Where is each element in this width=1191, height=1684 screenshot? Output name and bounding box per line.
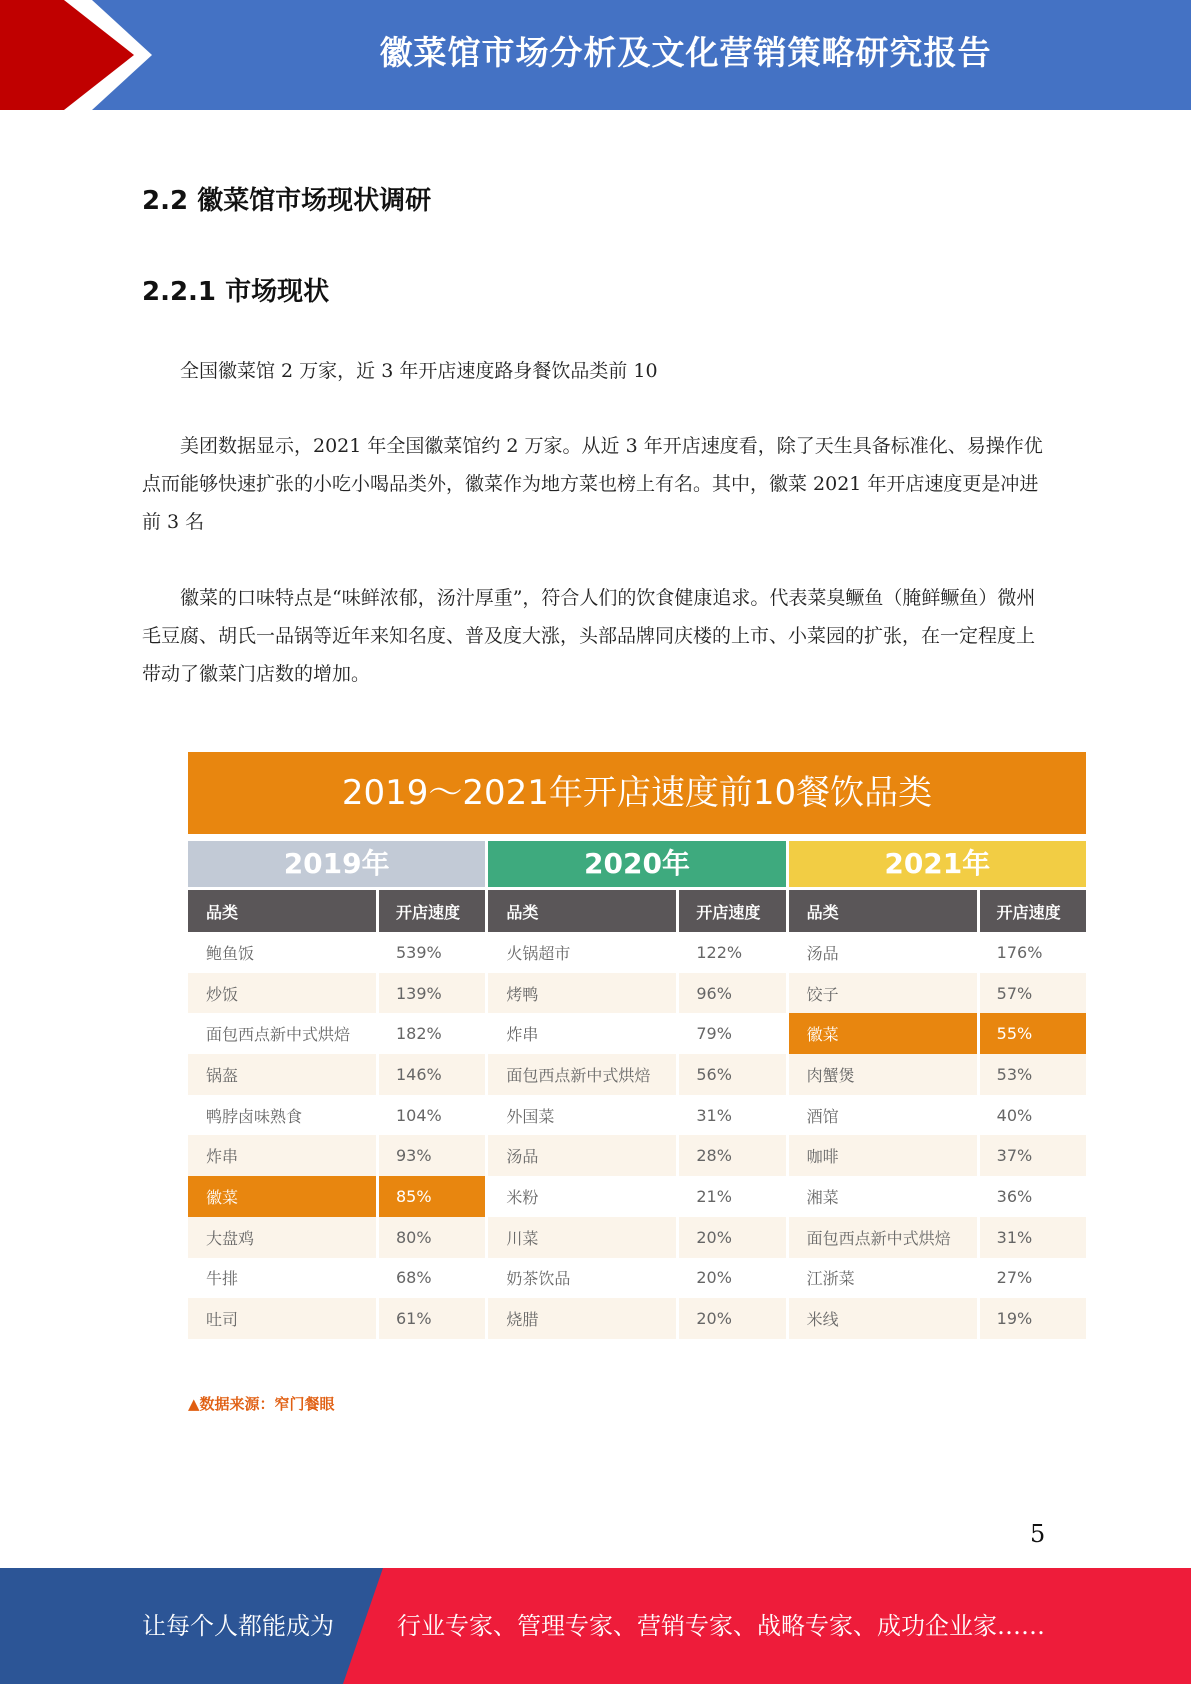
speed-cell: 56% xyxy=(679,1054,785,1095)
category-cell: 吐司 xyxy=(188,1298,376,1339)
table-row xyxy=(488,1095,785,1136)
section-heading: 2.2 徽菜馆市场现状调研 xyxy=(142,186,432,216)
speed-cell: 93% xyxy=(379,1135,485,1176)
table-row xyxy=(488,1217,785,1258)
column-header-speed: 开店速度 xyxy=(980,890,1086,932)
header-title: 徽菜馆市场分析及文化营销策略研究报告 xyxy=(379,33,992,72)
table-row-highlighted xyxy=(188,1176,485,1217)
year-2019-header: 2019年 xyxy=(188,841,485,887)
subsection-heading: 2.2.1 市场现状 xyxy=(142,277,330,307)
page-footer xyxy=(0,1568,1191,1684)
table-row xyxy=(789,973,1086,1014)
category-cell: 炸串 xyxy=(488,1013,676,1054)
speed-cell: 36% xyxy=(980,1176,1086,1217)
category-cell: 牛排 xyxy=(188,1258,376,1299)
category-cell: 徽菜 xyxy=(789,1013,977,1054)
category-cell: 酒馆 xyxy=(789,1095,977,1136)
table-row xyxy=(188,1258,485,1299)
table-row xyxy=(488,1135,785,1176)
speed-cell: 139% xyxy=(379,973,485,1014)
speed-cell: 61% xyxy=(379,1298,485,1339)
speed-cell: 19% xyxy=(980,1298,1086,1339)
table-row xyxy=(188,1013,485,1054)
speed-cell: 122% xyxy=(679,932,785,973)
table-row xyxy=(188,932,485,973)
ranking-table xyxy=(188,890,1086,1339)
column-header-category: 品类 xyxy=(488,890,676,932)
category-cell: 鲍鱼饭 xyxy=(188,932,376,973)
category-cell: 肉蟹煲 xyxy=(789,1054,977,1095)
column-header-category: 品类 xyxy=(188,890,376,932)
table-row xyxy=(488,973,785,1014)
category-cell: 饺子 xyxy=(789,973,977,1014)
table-row xyxy=(188,1135,485,1176)
category-cell: 面包西点新中式烘焙 xyxy=(789,1217,977,1258)
table-row xyxy=(188,1095,485,1136)
column-header-category: 品类 xyxy=(789,890,977,932)
category-cell: 烧腊 xyxy=(488,1298,676,1339)
table-row xyxy=(188,1217,485,1258)
table-row xyxy=(188,973,485,1014)
table-row xyxy=(789,1217,1086,1258)
category-cell: 米粉 xyxy=(488,1176,676,1217)
column-header-speed: 开店速度 xyxy=(679,890,785,932)
speed-cell: 96% xyxy=(679,973,785,1014)
data-source-note: ▲数据来源：窄门餐眼 xyxy=(188,1395,335,1413)
category-cell: 面包西点新中式烘焙 xyxy=(188,1013,376,1054)
category-cell: 烤鸭 xyxy=(488,973,676,1014)
category-cell: 大盘鸡 xyxy=(188,1217,376,1258)
table-row xyxy=(188,1298,485,1339)
paragraph-meituan-data: 美团数据显示，2021 年全国徽菜馆约 2 万家。从近 3 年开店速度看，除了天生具备标准化、易操作优点而能够快速扩张的小吃小喝品类外，徽菜作为地方菜也榜上有名。其中，徽菜 2021 年开店速度更是冲进前 3 名 xyxy=(142,435,1043,533)
speed-cell: 182% xyxy=(379,1013,485,1054)
table-row xyxy=(188,1054,485,1095)
speed-cell: 539% xyxy=(379,932,485,973)
speed-cell: 37% xyxy=(980,1135,1086,1176)
table-row xyxy=(488,1258,785,1299)
year-2021-header: 2021年 xyxy=(789,841,1086,887)
speed-cell: 176% xyxy=(980,932,1086,973)
category-cell: 鸭脖卤味熟食 xyxy=(188,1095,376,1136)
speed-cell: 31% xyxy=(679,1095,785,1136)
table-row xyxy=(789,1176,1086,1217)
table-header-row xyxy=(488,890,785,932)
table-header-row xyxy=(188,890,485,932)
speed-cell: 20% xyxy=(679,1298,785,1339)
speed-cell: 20% xyxy=(679,1258,785,1299)
table-row-highlighted xyxy=(789,1013,1086,1054)
table-row xyxy=(488,1298,785,1339)
ranking-table-figure xyxy=(188,752,1086,1339)
speed-cell: 53% xyxy=(980,1054,1086,1095)
speed-cell: 68% xyxy=(379,1258,485,1299)
table-row xyxy=(789,1054,1086,1095)
speed-cell: 146% xyxy=(379,1054,485,1095)
footer-slogan-left: 让每个人都能成为 xyxy=(142,1612,334,1640)
speed-cell: 27% xyxy=(980,1258,1086,1299)
table-row xyxy=(789,1135,1086,1176)
category-cell: 炒饭 xyxy=(188,973,376,1014)
category-cell: 米线 xyxy=(789,1298,977,1339)
speed-cell: 57% xyxy=(980,973,1086,1014)
speed-cell: 20% xyxy=(679,1217,785,1258)
category-cell: 锅盔 xyxy=(188,1054,376,1095)
speed-cell: 85% xyxy=(379,1176,485,1217)
speed-cell: 55% xyxy=(980,1013,1086,1054)
category-cell: 炸串 xyxy=(188,1135,376,1176)
category-cell: 奶茶饮品 xyxy=(488,1258,676,1299)
category-cell: 湘菜 xyxy=(789,1176,977,1217)
category-cell: 面包西点新中式烘焙 xyxy=(488,1054,676,1095)
speed-cell: 80% xyxy=(379,1217,485,1258)
year-column-group xyxy=(789,890,1086,1339)
speed-cell: 31% xyxy=(980,1217,1086,1258)
category-cell: 汤品 xyxy=(488,1135,676,1176)
page-number: 5 xyxy=(1030,1520,1046,1548)
category-cell: 火锅超市 xyxy=(488,932,676,973)
year-column-group xyxy=(488,890,785,1339)
table-row xyxy=(789,1095,1086,1136)
table-row xyxy=(488,1054,785,1095)
paragraph-summary: 全国徽菜馆 2 万家，近 3 年开店速度路身餐饮品类前 10 xyxy=(180,360,658,382)
table-row xyxy=(789,1298,1086,1339)
speed-cell: 79% xyxy=(679,1013,785,1054)
speed-cell: 28% xyxy=(679,1135,785,1176)
table-row xyxy=(789,932,1086,973)
speed-cell: 21% xyxy=(679,1176,785,1217)
year-header-row xyxy=(188,841,1086,887)
category-cell: 外国菜 xyxy=(488,1095,676,1136)
year-2020-header: 2020年 xyxy=(488,841,785,887)
table-row xyxy=(488,932,785,973)
category-cell: 江浙菜 xyxy=(789,1258,977,1299)
column-header-speed: 开店速度 xyxy=(379,890,485,932)
speed-cell: 104% xyxy=(379,1095,485,1136)
category-cell: 咖啡 xyxy=(789,1135,977,1176)
paragraph-flavor: 徽菜的口味特点是“味鲜浓郁，汤汁厚重”，符合人们的饮食健康追求。代表菜臭鳜鱼（腌鲜鳜鱼）微州毛豆腐、胡氏一品锅等近年来知名度、普及度大涨，头部品牌同庆楼的上市、小菜园的扩张，在一定程度上带动了徽菜门店数的增加。 xyxy=(142,587,1036,685)
speed-cell: 40% xyxy=(980,1095,1086,1136)
table-row xyxy=(789,1258,1086,1299)
figure-title: 2019～2021年开店速度前10餐饮品类 xyxy=(188,752,1086,834)
page-header xyxy=(0,0,1191,110)
table-row xyxy=(488,1013,785,1054)
table-header-row xyxy=(789,890,1086,932)
table-row xyxy=(488,1176,785,1217)
category-cell: 汤品 xyxy=(789,932,977,973)
footer-slogan-right: 行业专家、管理专家、营销专家、战略专家、成功企业家…… xyxy=(397,1612,1045,1640)
category-cell: 川菜 xyxy=(488,1217,676,1258)
category-cell: 徽菜 xyxy=(188,1176,376,1217)
year-column-group xyxy=(188,890,485,1339)
